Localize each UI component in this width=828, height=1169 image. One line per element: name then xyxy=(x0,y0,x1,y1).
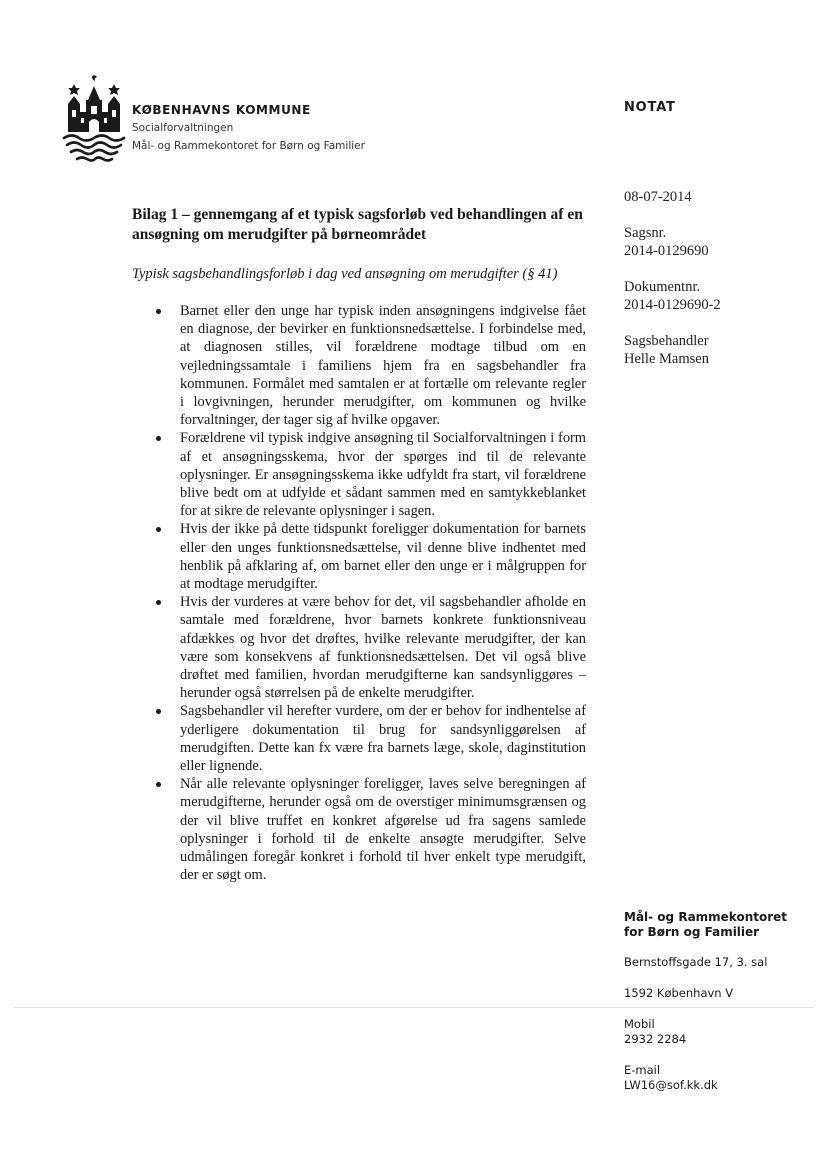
procedure-bullet-list xyxy=(140,302,586,885)
case-handler-name: Helle Mamsen xyxy=(624,351,709,367)
document-metadata xyxy=(624,188,814,386)
footer-mobile-block xyxy=(624,1017,814,1047)
case-number: 2014-0129690 xyxy=(624,243,709,259)
list-item xyxy=(140,429,586,520)
footer-office-line: Mål- og Rammekontoret xyxy=(624,910,788,924)
organization-name: KØBENHAVNS KOMMUNE xyxy=(132,103,311,117)
list-item-text: Når alle relevante oplysninger foreligger, laves selve beregningen af merudgifterne, herunder også om de overstiger minimumsgrænsen og der vil blive truffet en konkret afgørelse ud fra sagens samlede oplysninger i forhold til de enkelte ansøgte merudgifter. Selve udmålingen foregår konkret i forhold til hver enkelt type merudgift, der er søgt om. xyxy=(180,776,586,884)
document-number: 2014-0129690-2 xyxy=(624,297,721,313)
case-number-block xyxy=(624,224,814,260)
contact-footer xyxy=(624,910,814,1109)
case-number-label: Sagsnr. xyxy=(624,225,667,241)
list-item-text: Hvis der ikke på dette tidspunkt foreligger dokumentation for barnets eller den unges funktionsnedsættelse, vil denne blive indhentet med henblik på afklaring af, om barnet eller den unge er i målgruppen for at modtage merudgifter. xyxy=(180,521,586,593)
copenhagen-coat-of-arms-logo xyxy=(62,74,126,164)
document-date: 08-07-2014 xyxy=(624,189,692,205)
bullet-icon xyxy=(156,709,161,714)
document-number-block xyxy=(624,278,814,314)
bullet-icon xyxy=(156,527,161,532)
footer-office-line: for Børn og Familier xyxy=(624,925,760,939)
list-item xyxy=(140,775,586,884)
organization-header xyxy=(132,101,365,155)
document-title: Bilag 1 – gennemgang af et typisk sagsforløb ved behandlingen af en ansøgning om merudgifter på børneområdet xyxy=(132,206,583,243)
office-name: Mål- og Rammekontoret for Børn og Familier xyxy=(132,140,365,152)
footer-email-block xyxy=(624,1063,814,1093)
mobile-number: 2932 2284 xyxy=(624,1032,687,1046)
case-handler-block xyxy=(624,332,814,368)
list-item xyxy=(140,520,586,593)
list-item-text: Hvis der vurderes at være behov for det, vil sagsbehandler afholde en samtale med forældrene, hvor barnets konkrete funktionsniveau afdækkes og hvor det drøftes, hvilke relevante merudgifter, der kan være som konsekvens af funktionsnedsættelsen. Det vil også blive drøftet med familien, hvordan merudgifterne kan sandsynliggøres – herunder også størrelsen på de enkelte merudgifter. xyxy=(180,594,586,702)
list-item xyxy=(140,702,586,775)
footer-city: 1592 København V xyxy=(624,986,734,1000)
footer-office xyxy=(624,910,814,940)
section-subtitle: Typisk sagsbehandlingsforløb i dag ved ansøgning om merudgifter (§ 41) xyxy=(132,266,558,282)
bullet-icon xyxy=(156,600,161,605)
bullet-icon xyxy=(156,309,161,314)
email-address: LW16@sof.kk.dk xyxy=(624,1078,718,1092)
document-number-label: Dokumentnr. xyxy=(624,279,701,295)
page-divider xyxy=(14,1007,814,1008)
mobile-label: Mobil xyxy=(624,1017,655,1031)
email-label: E-mail xyxy=(624,1063,661,1077)
bullet-icon xyxy=(156,436,161,441)
list-item-text: Barnet eller den unge har typisk inden ansøgningens indgivelse fået en diagnose, der bevirker en funktionsnedsættelse. I forbindelse med, at diagnosen stilles, vil forældrene modtage tilbud om en vejledningssamtale i familiens hjem fra en sagsbehandler fra kommunen. Formålet med samtalen er at fortælle om relevante regler i lovgivningen, herunder merudgifter, om kommunen og hvilke forvaltninger, der tager sig af hvilke opgaver. xyxy=(180,303,586,429)
document-type-label: NOTAT xyxy=(624,100,676,115)
department-name: Socialforvaltningen xyxy=(132,122,234,134)
list-item xyxy=(140,593,586,702)
footer-street: Bernstoffsgade 17, 3. sal xyxy=(624,955,768,969)
list-item-text: Forældrene vil typisk indgive ansøgning til Socialforvaltningen i form af et ansøgningsskema, hvor der spørges ind til de relevante oplysninger. Er ansøgningsskema ikke udfyldt fra start, vil forældrene blive bedt om at udfylde et sådant sammen med en samtykkeblanket for at sikre de relevante oplysninger i sagen. xyxy=(180,430,586,520)
date-block xyxy=(624,188,814,206)
case-handler-label: Sagsbehandler xyxy=(624,333,709,349)
bullet-icon xyxy=(156,782,161,787)
list-item-text: Sagsbehandler vil herefter vurdere, om der er behov for indhentelse af yderligere dokumentation til brug for sandsynliggørelsen af merudgiften. Dette kan fx være fra barnets læge, skole, daginstitution eller lignende. xyxy=(180,703,586,775)
list-item xyxy=(140,302,586,429)
